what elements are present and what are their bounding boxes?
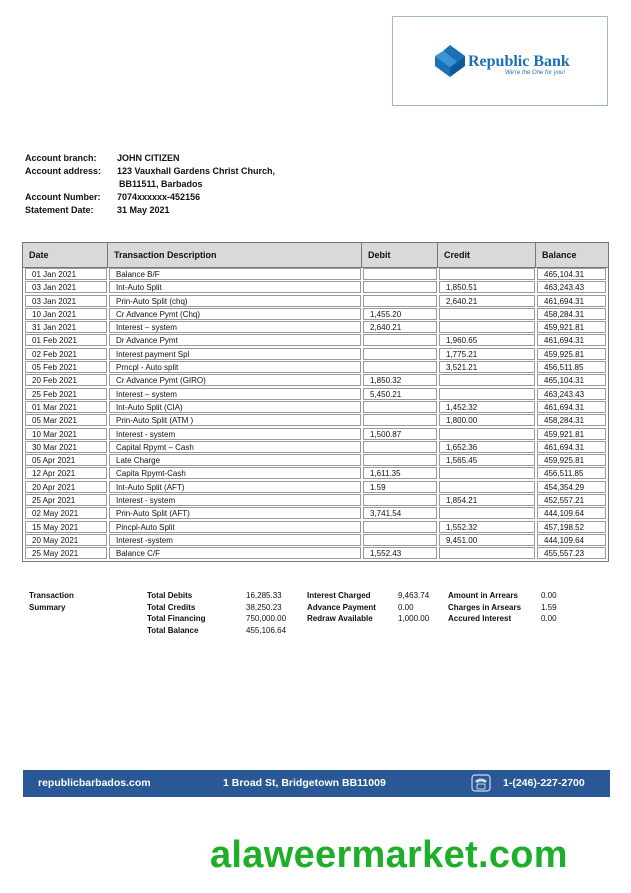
transactions-table <box>22 242 609 562</box>
accured-interest-label: Accured Interest <box>448 614 512 623</box>
cell-balance: 444,109.64 <box>537 534 606 546</box>
transaction-summary <box>0 590 631 640</box>
cell-description: Prncpl - Auto split <box>109 361 361 373</box>
cell-description: Balance C/F <box>109 547 361 559</box>
table-row <box>23 268 608 281</box>
cell-description: Capital Rpymt – Cash <box>109 441 361 453</box>
footer-address: 1 Broad St, Bridgetown BB11009 <box>223 777 386 789</box>
cell-description: Interest - system <box>109 494 361 506</box>
col-credit: Credit <box>438 243 536 267</box>
cell-debit <box>363 348 437 360</box>
cell-balance: 455,557.23 <box>537 547 606 559</box>
branch-value: JOHN CITIZEN <box>117 153 180 163</box>
cell-balance: 458,284.31 <box>537 308 606 320</box>
cell-debit <box>363 281 437 293</box>
table-row <box>23 521 608 534</box>
cell-balance: 461,694.31 <box>537 401 606 413</box>
cell-debit <box>363 295 437 307</box>
cell-description: Prin-Auto Split (AFT) <box>109 507 361 519</box>
cell-credit <box>439 467 535 479</box>
cell-date: 31 Jan 2021 <box>25 321 107 333</box>
phone-icon <box>471 774 491 792</box>
cell-balance: 457,198.52 <box>537 521 606 533</box>
cell-date: 25 May 2021 <box>25 547 107 559</box>
cell-debit: 1,455.20 <box>363 308 437 320</box>
table-row <box>23 414 608 427</box>
cell-debit <box>363 534 437 546</box>
redraw-available-label: Redraw Available <box>307 614 373 623</box>
cell-credit: 9,451.00 <box>439 534 535 546</box>
cell-description: Interest payment Spl <box>109 348 361 360</box>
summary-title-2: Summary <box>29 602 66 612</box>
cell-debit: 2,640.21 <box>363 321 437 333</box>
charges-in-arrears-value: 1.59 <box>541 602 557 612</box>
cell-credit: 1,775.21 <box>439 348 535 360</box>
table-row <box>23 467 608 480</box>
cell-balance: 452,557.21 <box>537 494 606 506</box>
cell-credit <box>439 374 535 386</box>
cell-debit: 3,741.54 <box>363 507 437 519</box>
cell-description: Dr Advance Pymt <box>109 334 361 346</box>
accured-interest-value: 0.00 <box>541 614 557 623</box>
total-credits-value: 38,250.23 <box>246 602 282 612</box>
cell-credit: 2,640.21 <box>439 295 535 307</box>
cell-date: 03 Jan 2021 <box>25 281 107 293</box>
cell-debit <box>363 441 437 453</box>
table-row <box>23 494 608 507</box>
address-line2: BB11511, Barbados <box>119 179 203 189</box>
table-row <box>23 361 608 374</box>
cell-credit: 1,850.51 <box>439 281 535 293</box>
cell-debit: 1,552.43 <box>363 547 437 559</box>
cell-date: 20 Apr 2021 <box>25 481 107 493</box>
cell-date: 10 Jan 2021 <box>25 308 107 320</box>
table-row <box>23 507 608 520</box>
total-debits-value: 16,285.33 <box>246 591 282 600</box>
cell-balance: 456,511.85 <box>537 467 606 479</box>
cell-description: Cr Advance Pymt (GIRO) <box>109 374 361 386</box>
cell-credit: 1,652.36 <box>439 441 535 453</box>
cell-debit <box>363 401 437 413</box>
cell-credit <box>439 268 535 280</box>
cell-debit <box>363 494 437 506</box>
cell-date: 05 Mar 2021 <box>25 414 107 426</box>
total-balance-value: 455,106.64 <box>246 625 287 635</box>
table-body <box>23 268 608 561</box>
table-row <box>23 295 608 308</box>
amount-in-arrears-label: Amount in Arrears <box>448 591 518 600</box>
cell-date: 03 Jan 2021 <box>25 295 107 307</box>
amount-in-arrears-value: 0.00 <box>541 591 557 600</box>
cell-debit <box>363 521 437 533</box>
cell-debit: 1,850.32 <box>363 374 437 386</box>
cell-date: 02 May 2021 <box>25 507 107 519</box>
table-row <box>23 534 608 547</box>
table-row <box>23 441 608 454</box>
cell-credit: 1,800.00 <box>439 414 535 426</box>
cell-credit: 1,854.21 <box>439 494 535 506</box>
table-row <box>23 321 608 334</box>
cell-debit <box>363 334 437 346</box>
cell-credit <box>439 308 535 320</box>
address-label: Account address: <box>25 166 102 176</box>
cell-credit <box>439 321 535 333</box>
cell-date: 20 Feb 2021 <box>25 374 107 386</box>
cell-balance: 456,511.85 <box>537 361 606 373</box>
cell-credit: 1,565.45 <box>439 454 535 466</box>
summary-title-1: Transaction <box>29 591 74 600</box>
cell-description: Int-Auto Split (AFT) <box>109 481 361 493</box>
republic-bank-logo-icon <box>435 45 465 77</box>
cell-debit: 1,500.87 <box>363 428 437 440</box>
total-debits-label: Total Debits <box>147 591 193 600</box>
cell-balance: 463,243.43 <box>537 388 606 400</box>
cell-description: Prin-Auto Split (chq) <box>109 295 361 307</box>
table-row <box>23 281 608 294</box>
cell-balance: 461,694.31 <box>537 334 606 346</box>
cell-description: Late Charge <box>109 454 361 466</box>
footer-phone[interactable]: 1-(246)-227-2700 <box>503 777 585 789</box>
cell-credit <box>439 547 535 559</box>
account-number-label: Account Number: <box>25 192 101 202</box>
cell-date: 01 Mar 2021 <box>25 401 107 413</box>
cell-description: Cr Advance Pymt (Chq) <box>109 308 361 320</box>
cell-credit <box>439 388 535 400</box>
cell-balance: 459,925.81 <box>537 348 606 360</box>
cell-date: 25 Apr 2021 <box>25 494 107 506</box>
account-number-value: 7074xxxxxx-452156 <box>117 192 201 202</box>
cell-description: Interest -system <box>109 534 361 546</box>
cell-description: Interest - system <box>109 428 361 440</box>
statement-date-value: 31 May 2021 <box>117 205 170 215</box>
cell-debit: 1,611.35 <box>363 467 437 479</box>
watermark-text: alaweermarket.com <box>210 834 568 876</box>
cell-debit: 5,450.21 <box>363 388 437 400</box>
table-row <box>23 481 608 494</box>
cell-debit: 1.59 <box>363 481 437 493</box>
advance-payment-value: 0.00 <box>398 602 414 612</box>
cell-date: 01 Feb 2021 <box>25 334 107 346</box>
total-financing-value: 750,000.00 <box>246 614 287 623</box>
statement-date-label: Statement Date: <box>25 205 94 215</box>
cell-date: 12 Apr 2021 <box>25 467 107 479</box>
charges-in-arrears-label: Charges in Arsears <box>448 602 522 612</box>
advance-payment-label: Advance Payment <box>307 602 376 612</box>
table-row <box>23 401 608 414</box>
table-row <box>23 308 608 321</box>
table-row <box>23 348 608 361</box>
col-description: Transaction Description <box>108 243 362 267</box>
col-date: Date <box>23 243 108 267</box>
cell-description: Prin-Auto Split (ATM ) <box>109 414 361 426</box>
cell-description: Int-Auto Split <box>109 281 361 293</box>
cell-credit <box>439 481 535 493</box>
cell-balance: 461,694.31 <box>537 295 606 307</box>
cell-description: Pincpl-Auto Split <box>109 521 361 533</box>
cell-date: 25 Feb 2021 <box>25 388 107 400</box>
cell-credit: 1,452.32 <box>439 401 535 413</box>
footer-website[interactable]: republicbarbados.com <box>38 777 151 789</box>
bank-logo <box>392 16 608 106</box>
footer-bar <box>23 770 610 797</box>
cell-debit <box>363 361 437 373</box>
cell-date: 10 Mar 2021 <box>25 428 107 440</box>
cell-credit: 3,521.21 <box>439 361 535 373</box>
address-line1: 123 Vauxhall Gardens Christ Church, <box>117 166 276 176</box>
table-row <box>23 388 608 401</box>
cell-credit <box>439 428 535 440</box>
cell-date: 30 Mar 2021 <box>25 441 107 453</box>
cell-balance: 465,104.31 <box>537 268 606 280</box>
cell-debit <box>363 414 437 426</box>
cell-balance: 458,284.31 <box>537 414 606 426</box>
total-credits-label: Total Credits <box>147 602 196 612</box>
table-row <box>23 428 608 441</box>
cell-balance: 454,354.29 <box>537 481 606 493</box>
cell-date: 05 Apr 2021 <box>25 454 107 466</box>
col-balance: Balance <box>542 250 577 260</box>
table-header <box>23 243 608 268</box>
table-row <box>23 374 608 387</box>
redraw-available-value: 1,000.00 <box>398 614 430 623</box>
cell-debit <box>363 268 437 280</box>
cell-description: Interest – system <box>109 321 361 333</box>
cell-balance: 444,109.64 <box>537 507 606 519</box>
cell-balance: 461,694.31 <box>537 441 606 453</box>
cell-date: 01 Jan 2021 <box>25 268 107 280</box>
branch-label: Account branch: <box>25 153 97 163</box>
total-financing-label: Total Financing <box>147 614 206 623</box>
col-debit: Debit <box>362 243 438 267</box>
cell-date: 15 May 2021 <box>25 521 107 533</box>
total-balance-label: Total Balance <box>147 625 199 635</box>
bank-tagline: We're the One for you! <box>505 70 566 76</box>
cell-balance: 459,921.81 <box>537 321 606 333</box>
cell-credit: 1,960.65 <box>439 334 535 346</box>
cell-description: Int-Auto Split (CIA) <box>109 401 361 413</box>
cell-date: 02 Feb 2021 <box>25 348 107 360</box>
cell-balance: 465,104.31 <box>537 374 606 386</box>
cell-credit: 1,552.32 <box>439 521 535 533</box>
cell-debit <box>363 454 437 466</box>
bank-name: Republic Bank <box>468 53 570 70</box>
cell-date: 20 May 2021 <box>25 534 107 546</box>
cell-date: 05 Feb 2021 <box>25 361 107 373</box>
cell-description: Interest – system <box>109 388 361 400</box>
interest-charged-value: 9,463.74 <box>398 591 430 600</box>
cell-description: Balance B/F <box>109 268 361 280</box>
cell-credit <box>439 507 535 519</box>
cell-balance: 463,243.43 <box>537 281 606 293</box>
table-row <box>23 334 608 347</box>
table-row <box>23 547 608 560</box>
cell-balance: 459,921.81 <box>537 428 606 440</box>
cell-balance: 459,925.81 <box>537 454 606 466</box>
table-row <box>23 454 608 467</box>
interest-charged-label: Interest Charged <box>307 591 371 600</box>
cell-description: Capita Rpymt-Cash <box>109 467 361 479</box>
